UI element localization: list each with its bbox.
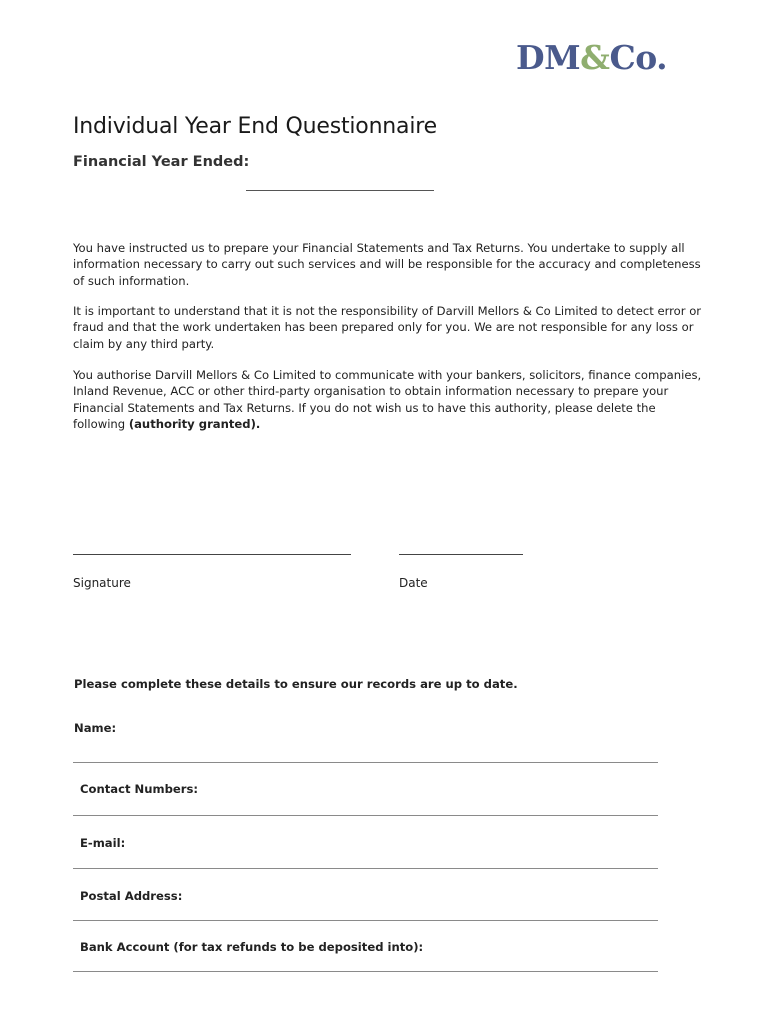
details-intro: Please complete these details to ensure our records are up to date.	[74, 677, 518, 691]
document-title: Individual Year End Questionnaire	[73, 114, 437, 139]
postal-address-field-line[interactable]	[73, 920, 658, 921]
contact-numbers-label: Contact Numbers:	[80, 782, 198, 796]
responsibility-paragraph: It is important to understand that it is not the responsibility of Darvill Mellors & Co Limited to detect error or fraud and that the work undertaken has been prepared only for you. We are not responsible for any loss or claim by any third party.	[73, 304, 702, 351]
name-label: Name:	[74, 721, 117, 735]
contact-numbers-field-line[interactable]	[73, 815, 658, 816]
company-logo	[516, 38, 667, 78]
postal-address-label: Postal Address:	[80, 889, 183, 903]
instruction-paragraph: You have instructed us to prepare your Financial Statements and Tax Returns. You undertake to supply all information necessary to carry out such services and will be responsible for the accuracy and completeness of such information.	[73, 241, 701, 288]
logo-dm: DM	[516, 38, 581, 77]
name-field-line[interactable]	[73, 762, 658, 763]
logo-ampersand: &	[580, 38, 610, 77]
signature-line[interactable]	[73, 554, 351, 555]
date-label: Date	[399, 576, 428, 590]
bank-account-field-line[interactable]	[73, 971, 658, 972]
logo-co: Co.	[609, 38, 668, 77]
date-line[interactable]	[399, 554, 523, 555]
financial-year-label: Financial Year Ended:	[73, 154, 250, 170]
signature-label: Signature	[73, 576, 131, 590]
authority-granted-text: (authority granted).	[128, 417, 261, 432]
email-label: E-mail:	[80, 836, 126, 850]
financial-year-input-line[interactable]	[246, 190, 434, 191]
authority-paragraph-text: You authorise Darvill Mellors & Co Limited to communicate with your bankers, solicitors, finance companies, Inland Revenue, ACC or other third-party organisation to obtain information necessary to prepare your Financial Statements and Tax Returns. If you do not wish us to have this authority, please delete the following	[73, 368, 702, 432]
email-field-line[interactable]	[73, 868, 658, 869]
bank-account-label: Bank Account (for tax refunds to be deposited into):	[80, 940, 424, 954]
authority-paragraph	[73, 367, 703, 433]
